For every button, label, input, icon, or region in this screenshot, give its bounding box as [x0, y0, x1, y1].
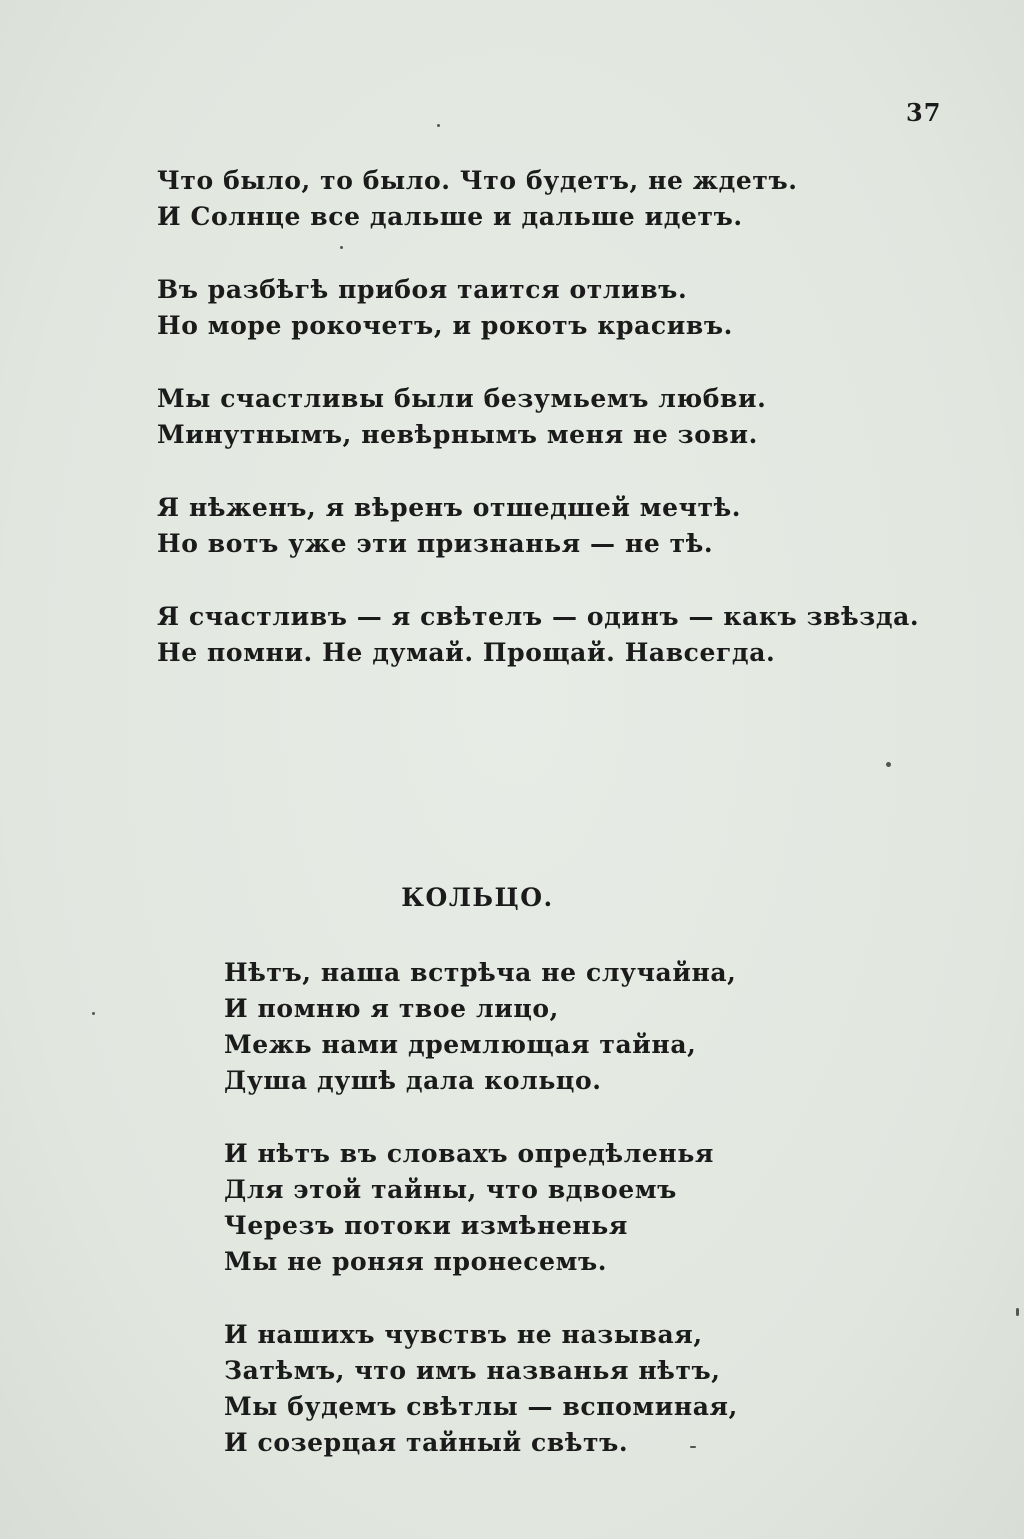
poem-line: Черезъ потоки измѣненья — [224, 1211, 628, 1240]
paper-speck — [92, 1012, 95, 1015]
poem-line: И нѣтъ въ словахъ опредѣленья — [224, 1139, 714, 1168]
paper-speck — [1016, 1308, 1019, 1316]
poem-line: Минутнымъ, невѣрнымъ меня не зови. — [157, 420, 758, 449]
poem-line: И Солнце все дальше и дальше идетъ. — [157, 202, 743, 231]
page-number: 37 — [906, 98, 942, 127]
poem-line: Но море рокочетъ, и рокотъ красивъ. — [157, 311, 733, 340]
poem-koltso — [224, 955, 864, 1498]
poem-line: И нашихъ чувствъ не называя, — [224, 1320, 703, 1349]
stanza — [224, 1317, 864, 1461]
poem-line: Душа душѣ дала кольцо. — [224, 1066, 602, 1095]
poem-line: Но вотъ уже эти признанья — не тѣ. — [157, 529, 714, 558]
poem-line: Мы не роняя пронесемъ. — [224, 1247, 608, 1276]
stanza — [224, 1136, 864, 1280]
stanza — [157, 163, 857, 235]
poem-title: КОЛЬЦО. — [401, 883, 554, 912]
stanza — [157, 490, 857, 562]
poem-line: Мы счастливы были безумьемъ любви. — [157, 384, 767, 413]
poem-line: Затѣмъ, что имъ названья нѣтъ, — [224, 1356, 721, 1385]
paper-speck — [437, 124, 440, 127]
poem-line: Нѣтъ, наша встрѣча не случайна, — [224, 958, 737, 987]
stanza — [224, 955, 864, 1099]
stanza — [157, 599, 920, 671]
stanza — [157, 381, 857, 453]
poem-line: Не помни. Не думай. Прощай. Навсегда. — [157, 638, 776, 667]
poem-line: И помню я твое лицо, — [224, 994, 559, 1023]
poem-line: Что было, то было. Что будетъ, не ждетъ. — [157, 166, 798, 195]
poem-line: Межь нами дремлющая тайна, — [224, 1030, 697, 1059]
poem-line: Я нѣженъ, я вѣренъ отшедшей мечтѣ. — [157, 493, 742, 522]
paper-speck — [886, 762, 891, 767]
poem-line: Для этой тайны, что вдвоемъ — [224, 1175, 677, 1204]
poem-line: Я счастливъ — я свѣтелъ — одинъ — какъ звѣзда. — [157, 602, 920, 631]
poem-line: И созерцая тайный свѣтъ. — [224, 1428, 629, 1457]
poem-untitled — [157, 163, 920, 708]
paper-speck — [690, 1446, 696, 1448]
paper-speck — [340, 246, 343, 249]
poem-line: Мы будемъ свѣтлы — вспоминая, — [224, 1392, 738, 1421]
poem-line: Въ разбѣгѣ прибоя таится отливъ. — [157, 275, 688, 304]
stanza — [157, 272, 857, 344]
